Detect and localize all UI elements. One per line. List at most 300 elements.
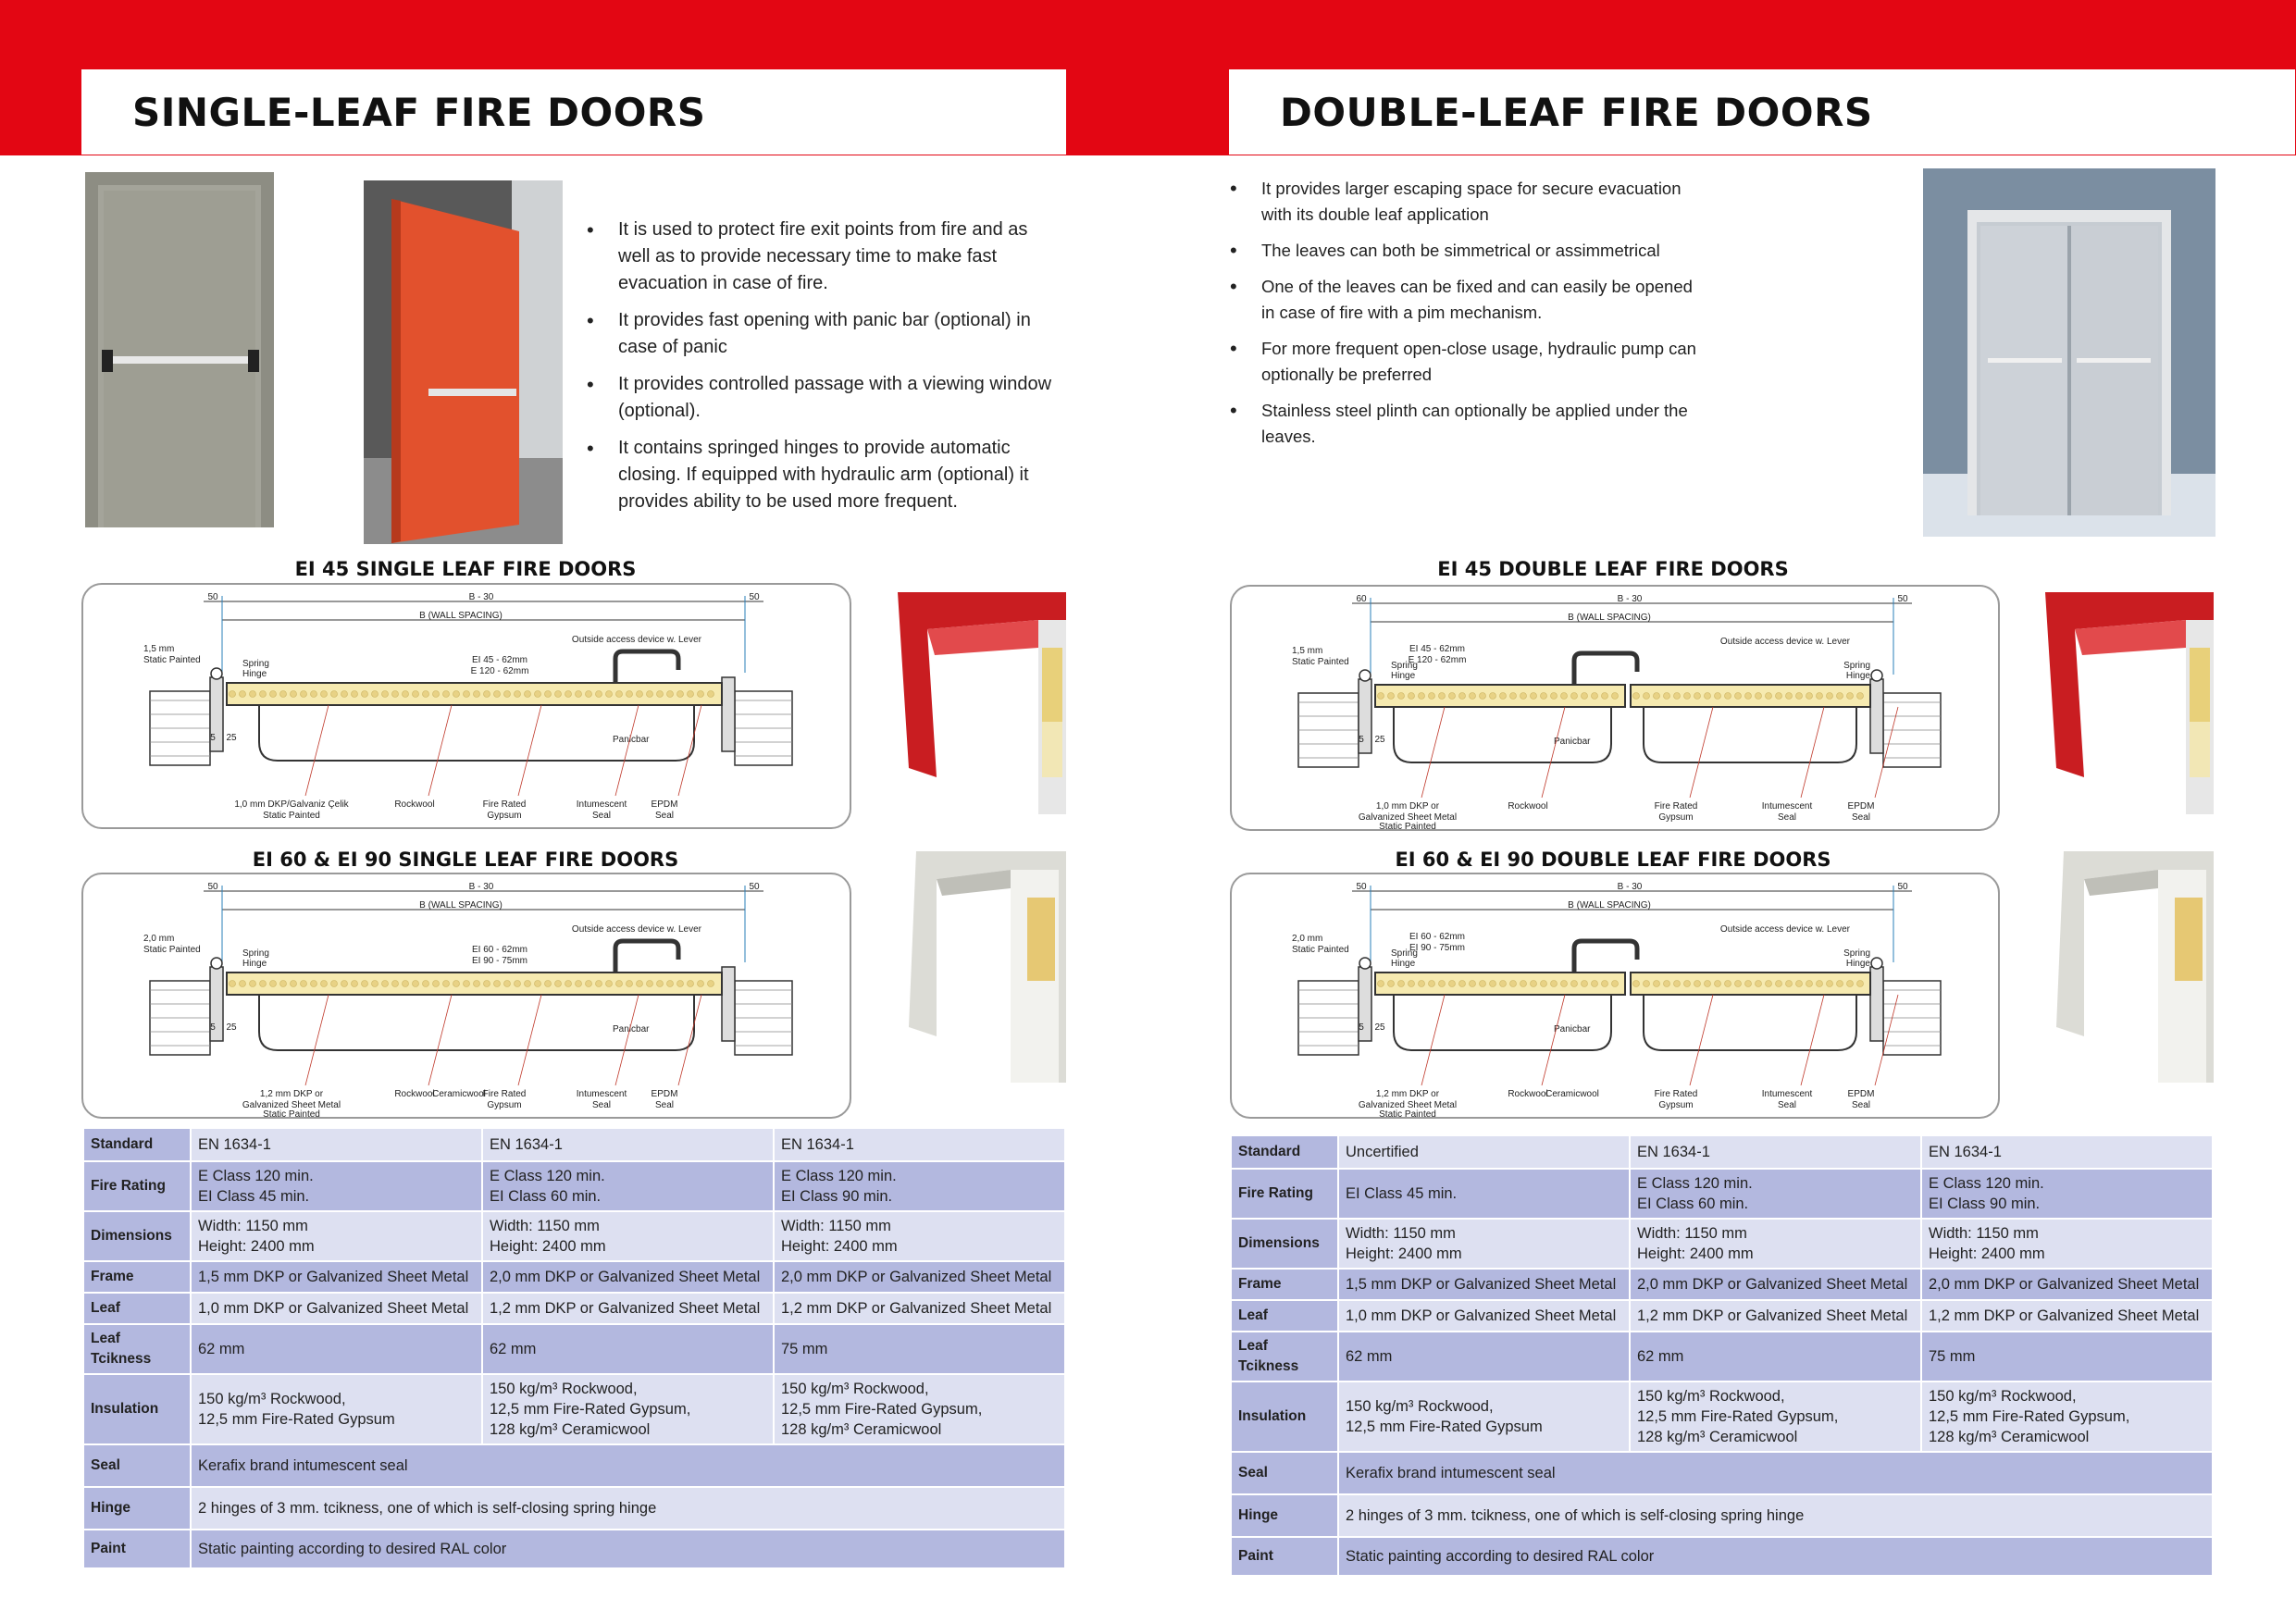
insulation-dot: [291, 981, 297, 987]
insulation-dot: [311, 981, 317, 987]
table-cell: 1,2 mm DKP or Galvanized Sheet Metal: [482, 1293, 774, 1324]
page-title: DOUBLE-LEAF FIRE DOORS: [1280, 90, 1873, 135]
dimension-label: B (WALL SPACING): [1568, 900, 1651, 911]
table-row: [83, 1293, 1065, 1324]
cell-line: Width: 1150 mm: [781, 1218, 891, 1234]
cell-line: EI Class 60 min.: [490, 1188, 602, 1205]
white-frame-section-image: [890, 851, 1066, 1083]
insulation-dot: [321, 691, 328, 698]
insulation-dot: [1398, 693, 1405, 700]
callout-label: Rockwool: [1508, 801, 1548, 812]
insulation-dot: [1817, 981, 1823, 987]
insulation-dot: [708, 981, 714, 987]
insulation-dot: [423, 981, 429, 987]
insulation-dot: [1561, 693, 1568, 700]
frame-paint-label: Static Painted: [143, 655, 201, 665]
callout-label: Seal: [654, 811, 675, 821]
table-row: [83, 1444, 1065, 1487]
row-label: Standard: [83, 1128, 191, 1161]
insulation-dot: [1541, 981, 1547, 987]
insulation-dot: [1735, 981, 1742, 987]
insulation-dot: [1715, 981, 1721, 987]
insulation-dot: [1715, 693, 1721, 700]
table-cell: 1,2 mm DKP or Galvanized Sheet Metal: [1630, 1300, 1921, 1332]
table-cell: [774, 1161, 1065, 1211]
table-cell: 1,5 mm DKP or Galvanized Sheet Metal: [191, 1261, 482, 1293]
callout-label: Galvanized Sheet Metal: [1358, 812, 1458, 823]
insulation-dot: [382, 981, 389, 987]
insulation-dot: [1654, 693, 1660, 700]
rating-label: EI 90 - 75mm: [1409, 943, 1466, 953]
table-cell: 2,0 mm DKP or Galvanized Sheet Metal: [482, 1261, 774, 1293]
cell-line: EI Class 60 min.: [1637, 1196, 1749, 1212]
insulation-dot: [565, 691, 572, 698]
insulation-dot: [1602, 693, 1608, 700]
cell-line: 12,5 mm Fire-Rated Gypsum: [198, 1411, 395, 1428]
row-label: Insulation: [1231, 1381, 1338, 1452]
panicbar-label: Panicbar: [1554, 1024, 1591, 1035]
insulation-dot: [301, 691, 307, 698]
callout-label: Seal: [1851, 1100, 1871, 1110]
callout-label: Gypsum: [1658, 1100, 1694, 1110]
insulation-dot: [1378, 693, 1384, 700]
row-label: Hinge: [83, 1487, 191, 1530]
cell-line: Height: 2400 mm: [198, 1238, 315, 1255]
callout-label: 1,0 mm DKP or: [1375, 801, 1440, 812]
callout-label: EPDM: [651, 1089, 678, 1099]
insulation-dot: [596, 981, 602, 987]
list-item: • Stainless steel plinth can optionally be applied under the leaves.: [1226, 398, 1707, 450]
callout-label: Seal: [591, 811, 612, 821]
dimension-label: 25: [1374, 1022, 1385, 1033]
table-cell: [482, 1374, 774, 1444]
cell-line: 150 kg/m³ Rockwood,: [198, 1391, 346, 1407]
cell-line: 128 kg/m³ Ceramicwool: [1637, 1429, 1798, 1445]
insulation-dot: [1705, 981, 1711, 987]
cell-line: 150 kg/m³ Rockwood,: [1637, 1388, 1785, 1405]
table-cell: Uncertified: [1338, 1135, 1630, 1169]
insulation-dot: [403, 691, 409, 698]
insulation-dot: [311, 691, 317, 698]
insulation-dot: [677, 981, 684, 987]
panic-bar: [259, 995, 694, 1050]
table-cell: Static painting according to desired RAL color: [191, 1530, 1065, 1568]
single-door-photo: [81, 168, 278, 531]
insulation-dot: [1388, 981, 1395, 987]
row-label: Hinge: [1231, 1494, 1338, 1537]
insulation-dot: [1571, 981, 1578, 987]
table-row: [83, 1487, 1065, 1530]
leader-line: [1421, 707, 1445, 798]
list-item: • For more frequent open-close usage, hydraulic pump can optionally be preferred: [1226, 336, 1707, 388]
table-cell: [482, 1211, 774, 1261]
insulation-dot: [413, 981, 419, 987]
insulation-dot: [1510, 981, 1517, 987]
insulation-dot: [525, 981, 531, 987]
insulation-dot: [1684, 693, 1691, 700]
insulation-dot: [1500, 981, 1507, 987]
row-label: Paint: [1231, 1537, 1338, 1576]
insulation-dot: [1531, 693, 1537, 700]
insulation-dot: [708, 691, 714, 698]
dimension-label: 25: [226, 1022, 237, 1033]
hinge-icon: [1871, 958, 1882, 969]
red-frame-section-image: [890, 592, 1066, 814]
dimension-label: 5: [210, 1022, 216, 1033]
table-cell: EN 1634-1: [1630, 1135, 1921, 1169]
insulation-dot: [331, 981, 338, 987]
insulation-dot: [484, 691, 490, 698]
table-row: [1231, 1169, 2213, 1219]
list-item: • It provides fast opening with panic bar (optional) in case of panic: [583, 307, 1064, 361]
insulation-dot: [525, 691, 531, 698]
callout-label: Rockwool: [394, 1089, 435, 1099]
hinge-icon: [1871, 670, 1882, 681]
double-title-box: [1229, 69, 2295, 155]
spring-hinge-label: Spring: [1391, 948, 1418, 959]
frame-paint-label: Static Painted: [1292, 945, 1349, 955]
insulation-dot: [1551, 981, 1558, 987]
leader-line: [428, 705, 452, 796]
panic-bar: [259, 705, 694, 761]
insulation-dot: [341, 691, 348, 698]
frame-right: [1870, 967, 1883, 1041]
insulation-dot: [1745, 981, 1752, 987]
insulation-dot: [240, 981, 246, 987]
cell-line: Height: 2400 mm: [1637, 1245, 1754, 1262]
spring-hinge-label: Spring: [1391, 661, 1418, 671]
dimension-label: 50: [207, 592, 218, 602]
dimension-label: B - 30: [468, 592, 494, 602]
insulation-dot: [1480, 693, 1486, 700]
callout-label: Gypsum: [1658, 812, 1694, 823]
table-cell: EN 1634-1: [774, 1128, 1065, 1161]
list-item: • The leaves can both be simmetrical or assimmetrical: [1226, 238, 1707, 264]
insulation-dot: [1633, 693, 1640, 700]
cell-line: Height: 2400 mm: [781, 1238, 898, 1255]
insulation-dot: [423, 691, 429, 698]
insulation-dot: [677, 691, 684, 698]
spring-hinge-label: Spring: [242, 948, 269, 959]
insulation-dot: [270, 691, 277, 698]
dimension-label: 5: [210, 733, 216, 743]
insulation-dot: [1470, 981, 1476, 987]
table-row: [83, 1261, 1065, 1293]
table-cell: EN 1634-1: [1921, 1135, 2213, 1169]
callout-label: 1,2 mm DKP or: [259, 1089, 324, 1099]
table-cell: [191, 1161, 482, 1211]
insulation-dot: [392, 691, 399, 698]
insulation-dot: [280, 981, 287, 987]
cell-line: E Class 120 min.: [198, 1168, 314, 1184]
spring-hinge-label: Spring: [1843, 661, 1870, 671]
insulation-dot: [1705, 693, 1711, 700]
callout-label: Seal: [591, 1100, 612, 1110]
insulation-dot: [1470, 693, 1476, 700]
insulation-dot: [453, 691, 460, 698]
insulation-dot: [504, 981, 511, 987]
callout-label: Ceramicwool: [432, 1089, 486, 1099]
double-door-photo: [1923, 168, 2215, 537]
spring-hinge-label: Hinge: [1845, 671, 1870, 681]
dimension-label: 25: [1374, 735, 1385, 745]
table-cell: EN 1634-1: [191, 1128, 482, 1161]
panicbar-label: Panicbar: [613, 735, 650, 745]
cell-line: EI Class 45 min.: [198, 1188, 310, 1205]
single-ei45-title: EI 45 SINGLE LEAF FIRE DOORS: [294, 558, 637, 580]
single-title-box: [81, 69, 1066, 155]
insulation-dot: [1664, 981, 1670, 987]
callout-label: Ceramicwool: [1545, 1089, 1599, 1099]
rating-label: EI 45 - 62mm: [1409, 644, 1466, 654]
table-cell: 2 hinges of 3 mm. tcikness, one of which is self-closing spring hinge: [1338, 1494, 2213, 1537]
insulation-dot: [1674, 981, 1681, 987]
callout-label: Fire Rated: [1654, 801, 1698, 812]
insulation-dot: [637, 981, 643, 987]
frame-paint-label: Static Painted: [143, 945, 201, 955]
dimension-label: 50: [749, 592, 760, 602]
table-row: [83, 1161, 1065, 1211]
table-row: [1231, 1332, 2213, 1381]
hinge-icon: [211, 958, 222, 969]
leader-line: [615, 705, 639, 796]
leader-line: [428, 995, 452, 1085]
single-ei45-drawing: [81, 583, 851, 829]
insulation-dot: [1766, 981, 1772, 987]
table-cell: 2 hinges of 3 mm. tcikness, one of which is self-closing spring hinge: [191, 1487, 1065, 1530]
insulation-dot: [230, 691, 236, 698]
frame-thickness-label: 2,0 mm: [1292, 934, 1323, 944]
insulation-dot: [627, 981, 633, 987]
list-item: • It provides larger escaping space for secure evacuation with its double leaf application: [1226, 176, 1707, 228]
insulation-dot: [1674, 693, 1681, 700]
row-label: Seal: [1231, 1452, 1338, 1494]
double-feature-list: [1226, 176, 1707, 460]
insulation-dot: [606, 691, 613, 698]
insulation-dot: [1551, 693, 1558, 700]
dimension-label: B - 30: [1617, 882, 1643, 892]
insulation-dot: [372, 981, 379, 987]
cell-line: E Class 120 min.: [781, 1168, 897, 1184]
table-cell: 2,0 mm DKP or Galvanized Sheet Metal: [1630, 1269, 1921, 1300]
insulation-dot: [464, 981, 470, 987]
leader-line: [1542, 707, 1565, 798]
dimension-label: 50: [1897, 594, 1908, 604]
spring-hinge-label: Hinge: [1391, 671, 1416, 681]
lever-handle: [615, 941, 678, 973]
single-spec-table: [82, 1127, 1066, 1569]
insulation-dot: [1459, 693, 1466, 700]
insulation-dot: [1644, 981, 1650, 987]
insulation-dot: [688, 981, 694, 987]
insulation-dot: [484, 981, 490, 987]
cell-line: EI Class 90 min.: [1929, 1196, 2041, 1212]
table-cell: 62 mm: [1338, 1332, 1630, 1381]
insulation-dot: [596, 691, 602, 698]
insulation-dot: [1520, 693, 1527, 700]
cell-line: 128 kg/m³ Ceramicwool: [781, 1421, 942, 1438]
cell-line: Width: 1150 mm: [198, 1218, 308, 1234]
panicbar-label: Panicbar: [1554, 737, 1591, 747]
callout-label: Rockwool: [394, 799, 435, 810]
spring-hinge-label: Hinge: [242, 669, 267, 679]
rating-label: E 120 - 62mm: [470, 666, 529, 676]
insulation-dot: [260, 691, 267, 698]
callout-label: 1,2 mm DKP or: [1375, 1089, 1440, 1099]
insulation-dot: [1694, 981, 1701, 987]
callout-label: Gypsum: [487, 1100, 522, 1110]
insulation-dot: [352, 981, 358, 987]
insulation-dot: [1837, 693, 1843, 700]
outside-device-label: Outside access device w. Lever: [1719, 924, 1850, 935]
insulation-dot: [1644, 693, 1650, 700]
outside-device-label: Outside access device w. Lever: [571, 635, 701, 645]
cell-line: 128 kg/m³ Ceramicwool: [1929, 1429, 2090, 1445]
insulation-dot: [301, 981, 307, 987]
table-cell: 1,0 mm DKP or Galvanized Sheet Metal: [191, 1293, 482, 1324]
spring-hinge-label: Hinge: [1845, 959, 1870, 969]
dimension-label: 50: [1356, 882, 1367, 892]
frame-right: [722, 967, 735, 1041]
double-leaf-page: [1148, 0, 2295, 1623]
insulation-dot: [1664, 693, 1670, 700]
panicbar-label: Panicbar: [613, 1024, 650, 1035]
rating-label: EI 90 - 75mm: [471, 956, 528, 966]
insulation-dot: [433, 981, 440, 987]
cell-line: 12,5 mm Fire-Rated Gypsum,: [1637, 1408, 1839, 1425]
hinge-icon: [1359, 958, 1371, 969]
leader-line: [518, 995, 541, 1085]
table-cell: 1,2 mm DKP or Galvanized Sheet Metal: [774, 1293, 1065, 1324]
lever-handle: [1574, 941, 1637, 973]
callout-label: Seal: [1777, 812, 1797, 823]
insulation-dot: [1561, 981, 1568, 987]
callout-label: Fire Rated: [482, 1089, 527, 1099]
insulation-dot: [1429, 981, 1435, 987]
insulation-dot: [1796, 693, 1803, 700]
insulation-dot: [291, 691, 297, 698]
insulation-dot: [250, 691, 256, 698]
insulation-dot: [494, 691, 501, 698]
insulation-dot: [667, 691, 674, 698]
insulation-dot: [453, 981, 460, 987]
insulation-dot: [1510, 693, 1517, 700]
insulation-dot: [1837, 981, 1843, 987]
insulation-dot: [1756, 981, 1762, 987]
table-cell: [482, 1161, 774, 1211]
cell-line: 12,5 mm Fire-Rated Gypsum,: [490, 1401, 691, 1418]
callout-label: Intumescent: [576, 799, 627, 810]
cell-line: 12,5 mm Fire-Rated Gypsum,: [781, 1401, 983, 1418]
insulation-dot: [1490, 693, 1496, 700]
double-ei45-title: EI 45 DOUBLE LEAF FIRE DOORS: [1437, 558, 1789, 580]
table-cell: 1,5 mm DKP or Galvanized Sheet Metal: [1338, 1269, 1630, 1300]
table-cell: Kerafix brand intumescent seal: [1338, 1452, 2213, 1494]
red-frame-section-image: [2038, 592, 2214, 814]
table-cell: [1630, 1381, 1921, 1452]
table-row: [83, 1324, 1065, 1374]
row-label: Leaf: [1231, 1300, 1338, 1332]
insulation-dot: [1847, 981, 1854, 987]
insulation-dot: [392, 981, 399, 987]
leader-line: [678, 705, 701, 796]
callout-label: Static Painted: [263, 811, 320, 821]
insulation-dot: [1633, 981, 1640, 987]
panic-bar: [1644, 707, 1856, 762]
row-label: Fire Rating: [83, 1161, 191, 1211]
frame-right: [1870, 679, 1883, 753]
leader-line: [1421, 995, 1445, 1085]
callout-label: Intumescent: [1761, 1089, 1813, 1099]
table-cell: 62 mm: [482, 1324, 774, 1374]
dimension-label: 5: [1359, 1022, 1364, 1033]
insulation-dot: [1398, 981, 1405, 987]
rating-label: EI 45 - 62mm: [471, 655, 528, 665]
callout-label: Seal: [1777, 1100, 1797, 1110]
dimension-label: 60: [1356, 594, 1367, 604]
insulation-dot: [1857, 981, 1864, 987]
list-item: • It is used to protect fire exit points from fire and as well as to provide necessary time to make fast evacuation in case of fire.: [583, 217, 1064, 297]
insulation-dot: [576, 691, 582, 698]
insulation-dot: [1796, 981, 1803, 987]
callout-label: EPDM: [1847, 801, 1875, 812]
dimension-label: 25: [226, 733, 237, 743]
panic-bar: [1644, 995, 1856, 1050]
insulation-dot: [1439, 981, 1446, 987]
cell-line: 128 kg/m³ Ceramicwool: [490, 1421, 651, 1438]
insulation-dot: [1571, 693, 1578, 700]
insulation-dot: [1725, 693, 1731, 700]
cell-line: Height: 2400 mm: [490, 1238, 606, 1255]
row-label: Dimensions: [83, 1211, 191, 1261]
dimension-label: 50: [207, 882, 218, 892]
insulation-dot: [1612, 693, 1619, 700]
table-row: [1231, 1494, 2213, 1537]
leader-line: [1801, 995, 1824, 1085]
table-row: [1231, 1135, 2213, 1169]
insulation-dot: [576, 981, 582, 987]
table-cell: EI Class 45 min.: [1338, 1169, 1630, 1219]
table-cell: 2,0 mm DKP or Galvanized Sheet Metal: [1921, 1269, 2213, 1300]
row-label: Seal: [83, 1444, 191, 1487]
table-cell: [1921, 1169, 2213, 1219]
frame-right: [722, 677, 735, 751]
white-frame-section-image: [2038, 851, 2214, 1083]
cell-line: Height: 2400 mm: [1929, 1245, 2045, 1262]
cell-line: 150 kg/m³ Rockwood,: [1929, 1388, 2077, 1405]
row-label: Frame: [1231, 1269, 1338, 1300]
insulation-dot: [1684, 981, 1691, 987]
dimension-label: B - 30: [468, 882, 494, 892]
cell-line: 150 kg/m³ Rockwood,: [781, 1381, 929, 1397]
callout-label: Fire Rated: [482, 799, 527, 810]
rating-label: EI 60 - 62mm: [1409, 932, 1466, 942]
cell-line: 150 kg/m³ Rockwood,: [490, 1381, 638, 1397]
double-door-illustration: [1923, 168, 2215, 537]
row-label: Dimensions: [1231, 1219, 1338, 1269]
insulation-dot: [1827, 981, 1833, 987]
list-item: • It provides controlled passage with a viewing window (optional).: [583, 371, 1064, 425]
insulation-dot: [1694, 693, 1701, 700]
double-spec-table: [1230, 1134, 2214, 1577]
table-cell: [774, 1211, 1065, 1261]
insulation-dot: [698, 691, 704, 698]
insulation-dot: [1449, 693, 1456, 700]
outside-device-label: Outside access device w. Lever: [1719, 637, 1850, 647]
table-cell: 2,0 mm DKP or Galvanized Sheet Metal: [774, 1261, 1065, 1293]
row-label: Standard: [1231, 1135, 1338, 1169]
insulation-dot: [433, 691, 440, 698]
